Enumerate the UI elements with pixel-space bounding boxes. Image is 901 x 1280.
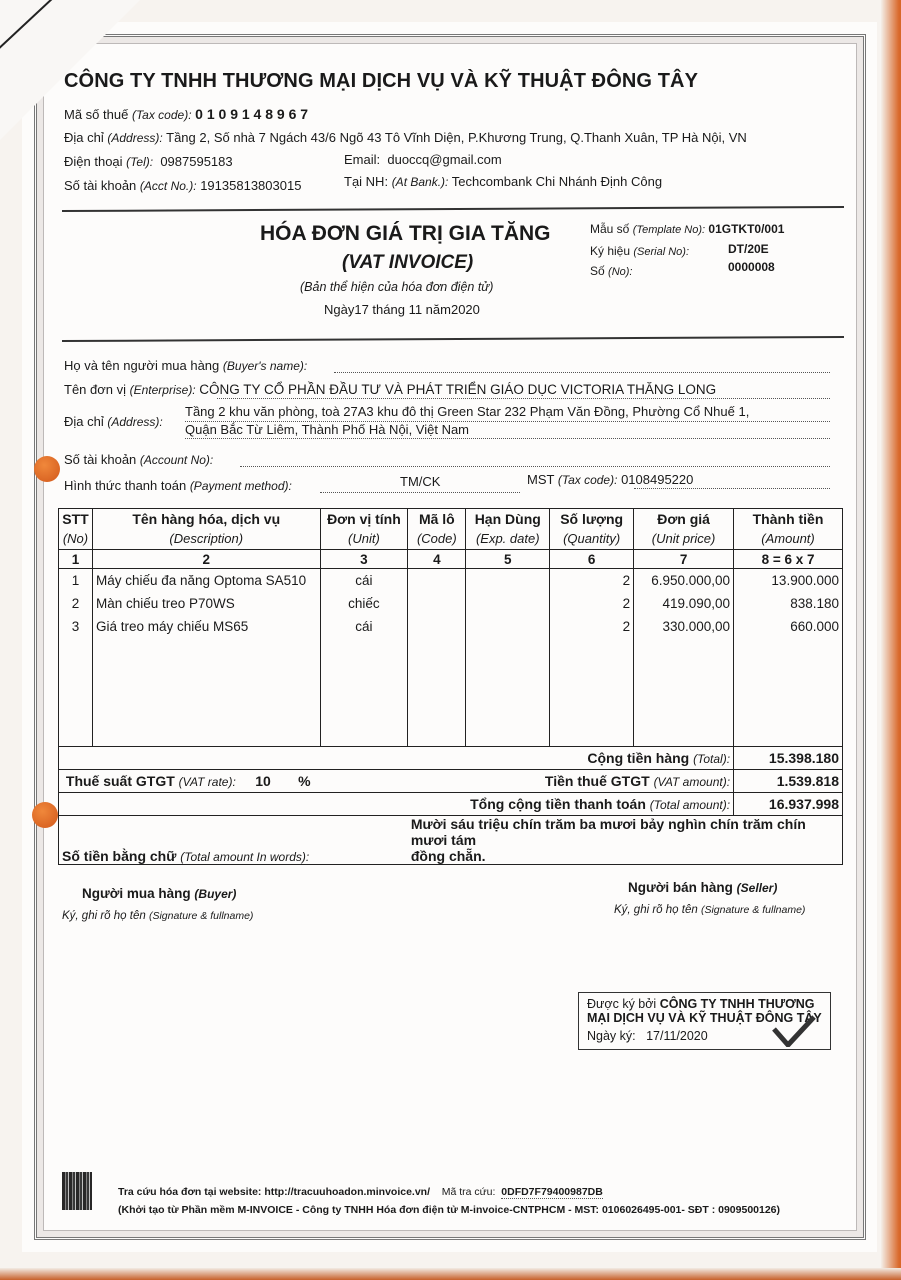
label: Mã số thuế [64,107,129,122]
orange-background-bottom [0,1268,901,1280]
item-description: Giá treo máy chiếu MS65 [95,619,249,634]
label: Ký hiệu [590,244,631,258]
buyer-name-row [64,358,307,373]
label-en: (Tax code): [131,108,192,122]
column-header: Đơn giá (Unit price) [634,509,734,550]
dotted-line [240,466,830,467]
label: Tại NH: [344,174,389,189]
label-en: (Tax code): [557,473,618,487]
invoice-page [22,22,877,1252]
sign-date: 17/11/2020 [646,1029,708,1043]
buyer-signature-note: Ký, ghi rõ họ tên (Signature & fullname) [62,910,254,922]
label: Số tài khoản [64,178,137,193]
item-description: Màn chiếu treo P70WS [95,596,235,611]
label-en: (At Bank.): [391,175,449,189]
table-header-row [59,509,843,550]
seller-phone: 0987595183 [160,154,233,169]
unit-column: cái chiếc cái [320,569,408,747]
column-header: STT (No) [59,509,93,550]
vat-amount-value: 1.539.818 [734,770,843,793]
buyer-enterprise: CÔNG TY CỔ PHẦN ĐẦU TƯ VÀ PHÁT TRIỂN GIÁO DỤC VICTORIA THĂNG LONG [199,382,717,397]
label: Địa chỉ [64,414,104,429]
subtotal-row: Cộng tiền hàng (Total): 15.398.180 [59,747,843,770]
serial-no-row [590,244,689,258]
label-en: (Account No): [139,453,214,467]
label-en: (No): [608,266,633,278]
lookup-code[interactable]: 0DFD7F79400987DB [501,1186,603,1198]
payment-method: TM/CK [400,474,441,489]
table-body [59,569,843,747]
code-column [408,569,466,747]
column-header: Mã lô (Code) [408,509,466,550]
seller-phone-row [64,154,233,169]
label: Điện thoại [64,154,123,169]
seller-tax-code-row [64,106,308,122]
label-en: (Tel): [126,155,154,169]
label-en: (Acct No.): [139,179,197,193]
dotted-line [217,398,830,399]
label-en: (Template No): [632,224,706,236]
unit-price-column: 6.950.000,00 419.090,00 330.000,00 [634,569,734,747]
buyer-tax-code: 0108495220 [621,472,694,487]
quantity-column: 2 2 2 [550,569,634,747]
vat-row: Thuế suất GTGT (VAT rate): 10 % Tiền thuế GTGT (VAT amount): 1.539.818 [59,770,843,793]
label: Địa chỉ [64,130,104,145]
column-header: Số lượng (Quantity) [550,509,634,550]
label-en: (Serial No): [633,246,689,258]
amount-in-words-row: Số tiền bằng chữ (Total amount In words): Mười sáu triệu chín trăm ba mươi bảy nghìn chín trăm chín mươi tám đồng chẵn. [59,816,843,865]
label: Số [590,264,605,278]
item-description: Máy chiếu đa năng Optoma SA510 [95,573,307,588]
payment-method-row [64,478,292,493]
description-column [92,569,320,747]
dotted-line [334,372,830,373]
dotted-line [634,488,830,489]
orange-sticker [34,456,60,482]
template-no: 01GTKT0/001 [708,222,785,236]
label-en: (Enterprise): [129,383,196,397]
label: Hình thức thanh toán [64,478,187,493]
column-header: Hạn Dùng (Exp. date) [466,509,550,550]
seller-company-name: CÔNG TY TNHH THƯƠNG MẠI DỊCH VỤ VÀ KỸ THUẬT ĐÔNG TÂY [64,70,699,92]
grand-total-row: Tổng cộng tiền thanh toán (Total amount): 16.937.998 [59,793,843,816]
label: Mẫu số [590,222,630,236]
label: Tên đơn vị [64,382,126,397]
seller-account: 19135813803015 [200,178,302,193]
items-table [58,508,843,865]
column-number-row: 1 2 3 4 5 6 7 8 = 6 x 7 [59,550,843,569]
buyer-account-row [64,452,213,467]
column-header: Tên hàng hóa, dịch vụ (Description) [92,509,320,550]
label-en: (Payment method): [189,479,292,493]
label-en: (Buyer's name): [222,359,308,373]
seller-email: duoccq@gmail.com [387,152,502,167]
dotted-line [185,438,830,439]
column-header: Đơn vị tính (Unit) [320,509,408,550]
column-header: Thành tiền (Amount) [734,509,843,550]
subtotal-value: 15.398.180 [734,747,843,770]
buyer-address-line1: Tầng 2 khu văn phòng, toà 27A3 khu đô thị Green Star 232 Phạm Văn Đồng, Phường Cổ Nhuế 1, [185,404,750,419]
checkmark-icon [772,1015,816,1047]
label: Họ và tên người mua hàng [64,358,220,373]
digital-signature-box: Được ký bởi CÔNG TY TNHH THƯƠNG MẠI DỊCH VỤ VÀ KỸ THUẬT ĐÔNG TÂY Ngày ký: 17/11/2020 [578,992,831,1050]
seller-signature-note: Ký, ghi rõ họ tên (Signature & fullname) [614,904,806,916]
invoice-title: HÓA ĐƠN GIÁ TRỊ GIA TĂNG [260,222,551,245]
vat-rate: 10 [255,773,271,789]
seller-address: Tầng 2, Số nhà 7 Ngách 43/6 Ngõ 43 Tô Vĩnh Diện, P.Khương Trung, Q.Thanh Xuân, TP Hà Nội, VN [166,130,747,145]
seller-address-row [64,130,747,145]
generated-by: (Khởi tạo từ Phần mềm M-INVOICE - Công ty TNHH Hóa đơn điện tử M-invoice-CNTPHCM - MST: 0106026495-001- SĐT : 0909500126) [118,1204,781,1216]
exp-column [466,569,550,747]
orange-sticker [32,802,58,828]
dotted-line [320,492,520,493]
label: Email: [344,152,381,167]
grand-total-value: 16.937.998 [734,793,843,816]
orange-background-edge [881,0,901,1280]
serial-no: DT/20E [728,242,769,256]
lookup-row: Tra cứu hóa đơn tại website: http://tracuuhoadon.minvoice.vn/ Mã tra cứu: 0DFD7F79400987DB [118,1186,603,1198]
label: Số tài khoản [64,452,137,467]
no-column: 1 2 3 [59,569,93,747]
buyer-tax-row [527,472,693,487]
label: MST [527,472,555,487]
seller-account-row [64,178,301,193]
seller-bank-row [344,174,662,189]
invoice-title-en: (VAT INVOICE) [342,252,474,273]
label-en: (Address): [107,415,163,429]
invoice-date: Ngày17 tháng 11 năm2020 [324,302,480,317]
amount-in-words: Mười sáu triệu chín trăm ba mươi bảy nghìn chín trăm chín mươi tám đồng chẵn. [408,816,843,865]
label-en: (Address): [107,131,163,145]
seller-bank: Techcombank Chi Nhánh Định Công [451,174,663,189]
buyer-address-label-row [64,414,163,429]
amount-column: 13.900.000 838.180 660.000 [734,569,843,747]
buyer-enterprise-row [64,382,716,397]
invoice-number: 0000008 [728,260,775,274]
buyer-signature-title: Người mua hàng (Buyer) [82,886,237,901]
seller-email-row [344,152,502,167]
seller-tax-code: 0 1 0 9 1 4 8 9 6 7 [195,106,309,122]
template-no-row [590,222,784,236]
invoice-number-row [590,264,632,278]
buyer-address-line2: Quận Bắc Từ Liêm, Thành Phố Hà Nội, Việt Nam [185,422,470,437]
invoice-subtitle: (Bản thể hiện của hóa đơn điện tử) [300,280,494,294]
seller-signature-title: Người bán hàng (Seller) [628,880,778,895]
qr-code-icon [62,1172,92,1210]
